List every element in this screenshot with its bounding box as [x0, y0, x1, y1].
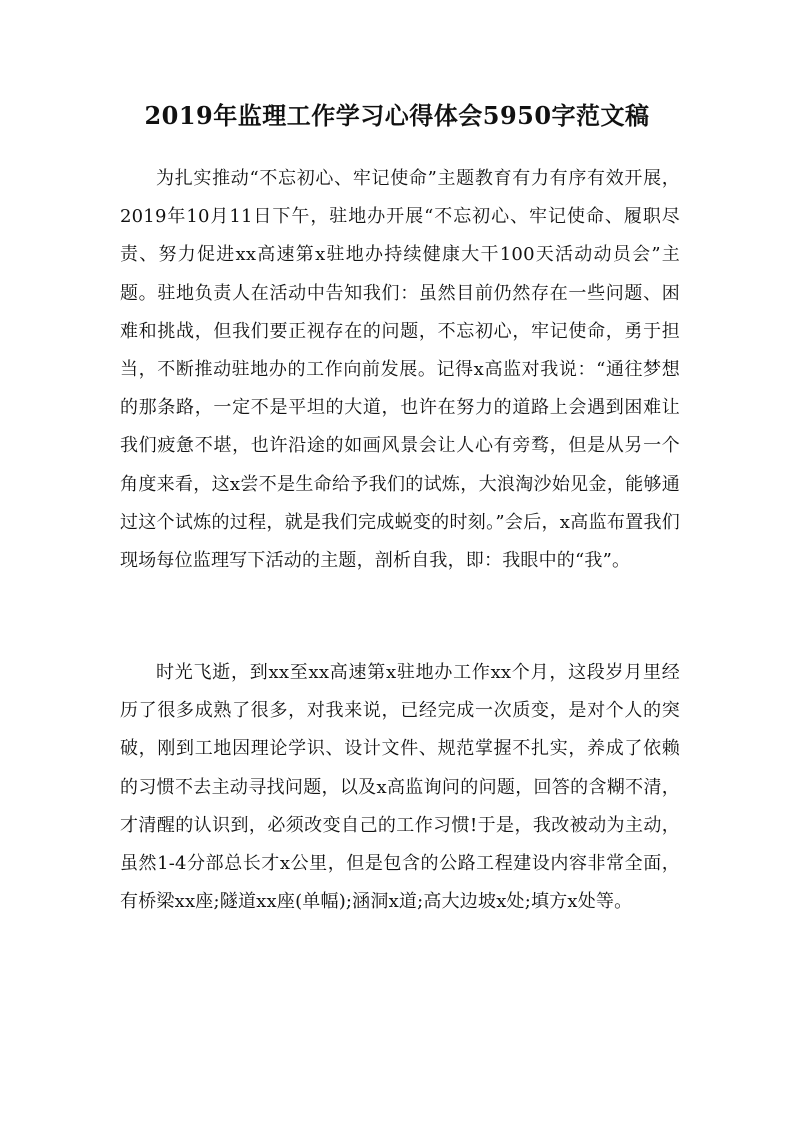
paragraph-1: 为扎实推动“不忘初心、牢记使命”主题教育有力有序有效开展，2019年10月11日下午，驻地办开展“不忘初心、牢记使命、履职尽责、努力促进xx高速第x驻地办持续健康大干100天活动动员会”主题。驻地负责人在活动中告知我们：虽然目前仍然存在一些问题、困难和挑战，但我们要正视存在的问题，不忘初心，牢记使命，勇于担当，不断推动驻地办的工作向前发展。记得x高监对我说：“通往梦想的那条路，一定不是平坦的大道，也许在努力的道路上会遇到困难让我们疲惫不堪，也许沿途的如画风景会让人心有旁骛，但是从另一个角度来看，这x尝不是生命给予我们的试炼，大浪淘沙始见金，能够通过这个试炼的过程，就是我们完成蜕变的时刻。”会后，x高监布置我们现场每位监理写下活动的主题，剖析自我，即：我眼中的“我”。 [120, 168, 680, 572]
paragraph-2: 时光飞逝，到xx至xx高速第x驻地办工作xx个月，这段岁月里经历了很多成熟了很多，对我来说，已经完成一次质变，是对个人的突破，刚到工地因理论学识、设计文件、规范掌握不扎实，养成了依赖的习惯不去主动寻找问题，以及x高监询问的问题，回答的含糊不清，才清醒的认识到，必须改变自己的工作习惯!于是，我改被动为主动，虽然1-4分部总长才x公里，但是包含的公路工程建设内容非常全面，有桥梁xx座;隧道xx座(单幅);涵洞x道;高大边坡x处;填方x处等。 [120, 662, 680, 913]
paragraph-1-block [120, 160, 680, 580]
paragraph-2-block [120, 654, 680, 921]
document-title: 2019年监理工作学习心得体会5950字范文稿 [144, 101, 650, 130]
